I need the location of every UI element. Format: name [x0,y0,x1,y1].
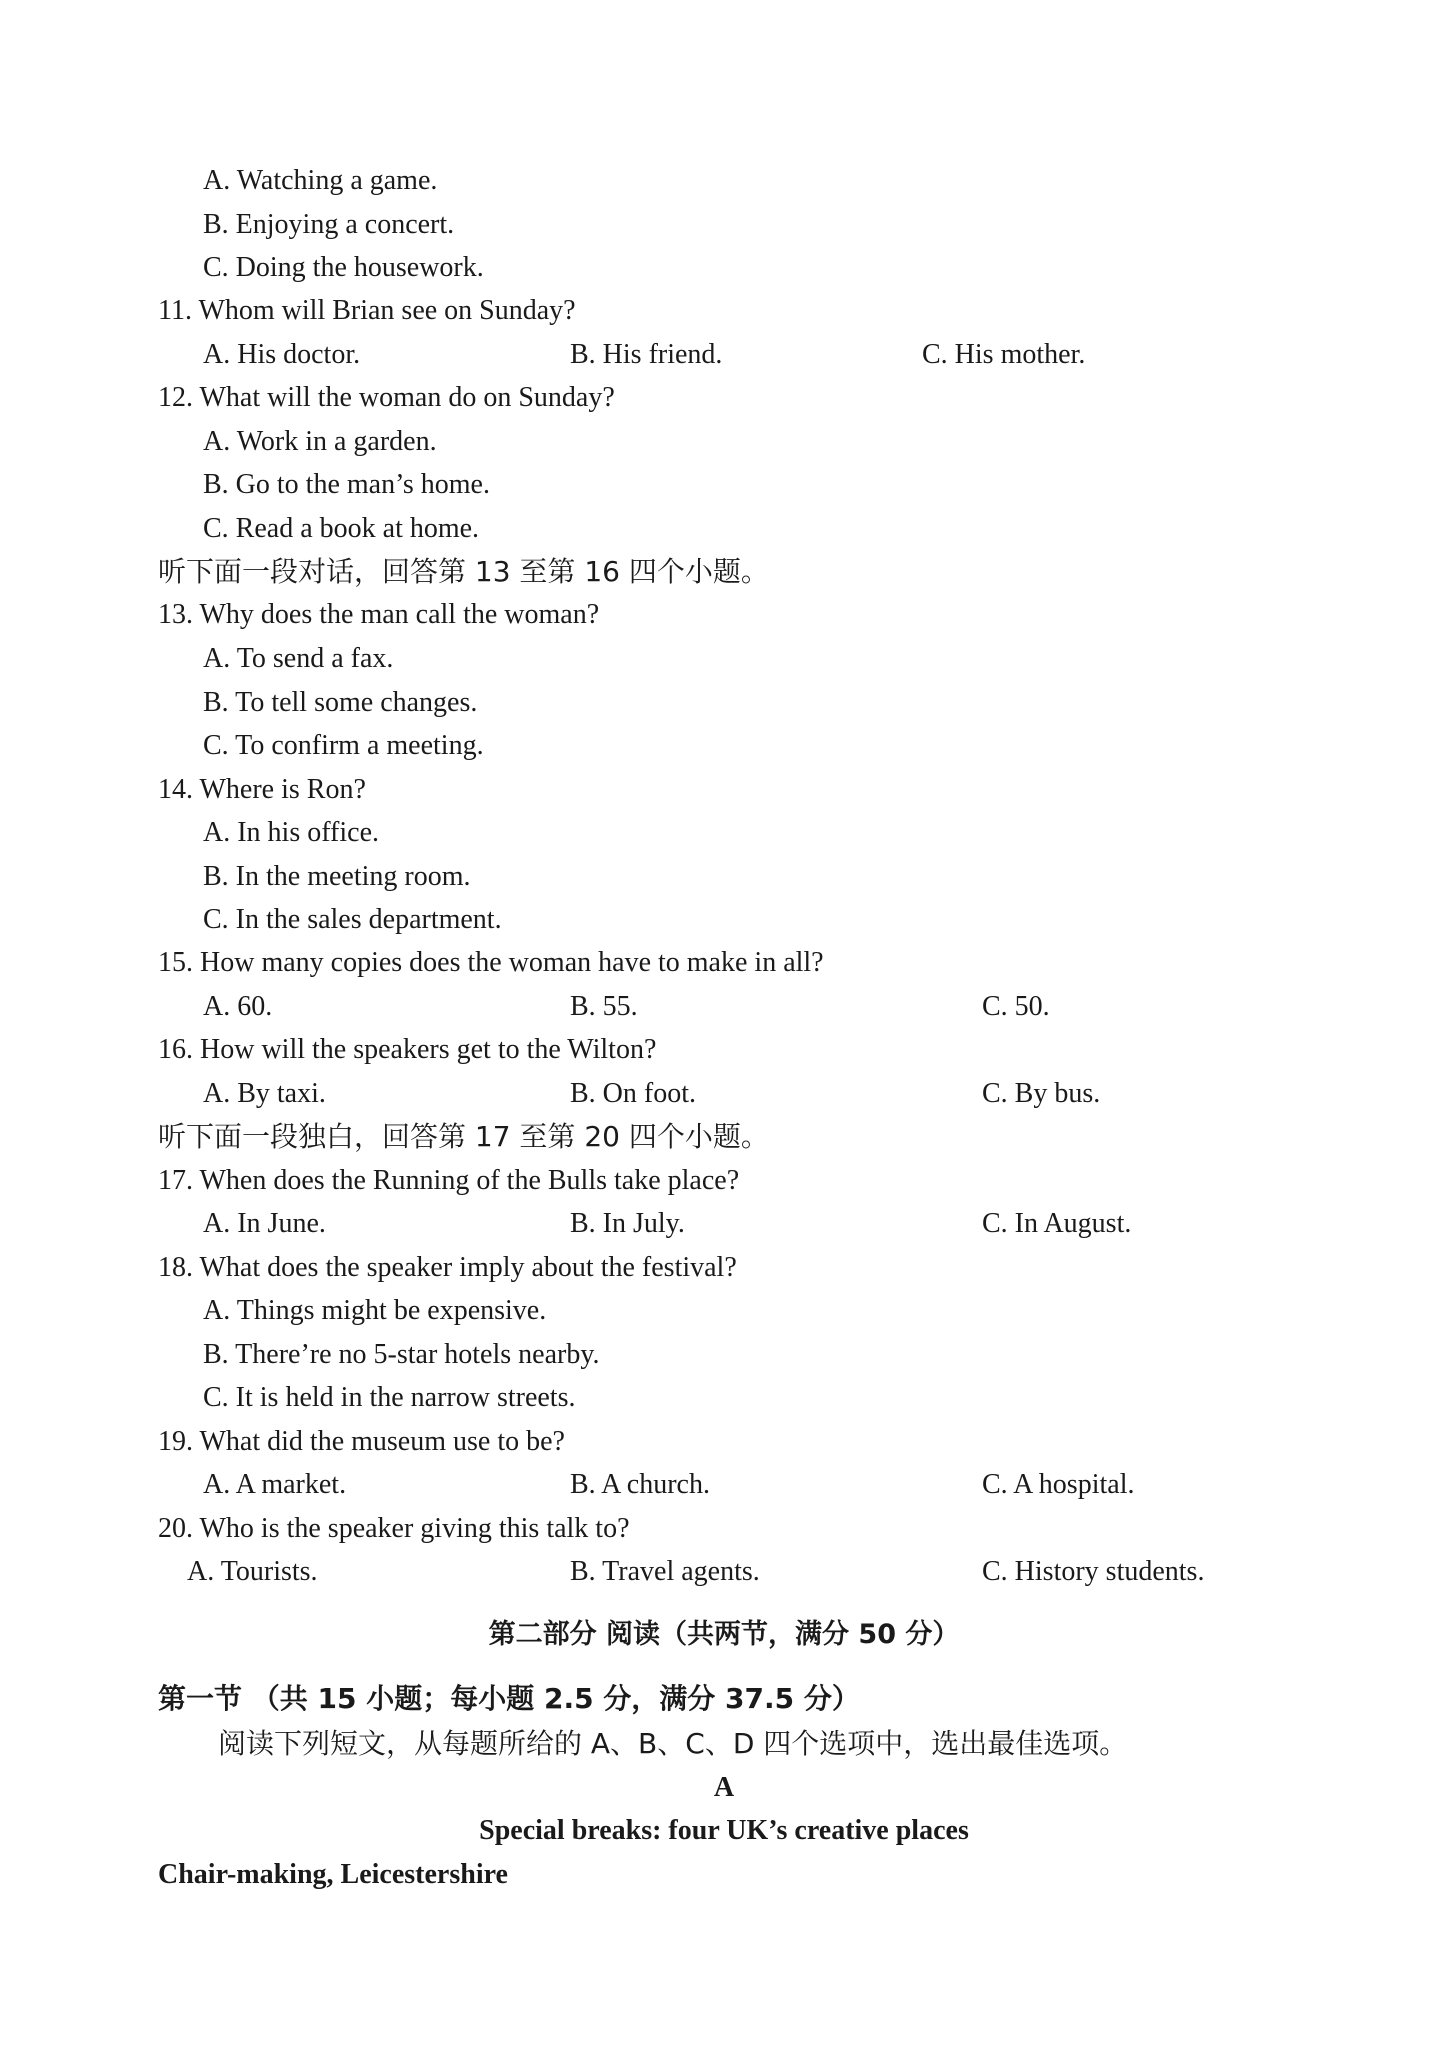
q15-option-c: C. 50. [982,991,1050,1022]
q14-option-c: C. In the sales department. [203,904,502,935]
passage-title: Special breaks: four UK’s creative places [479,1815,969,1846]
q10-option-a: A. Watching a game. [203,165,438,196]
q14-option-b: B. In the meeting room. [203,861,471,892]
q18-option-c: C. It is held in the narrow streets. [203,1382,576,1413]
q19-stem: 19. What did the museum use to be? [158,1426,565,1457]
q11-option-b: B. His friend. [570,339,723,370]
q13-option-b: B. To tell some changes. [203,687,478,718]
q15-option-a: A. 60. [203,991,273,1022]
section1-heading: 第一节 （共 15 小题；每小题 2.5 分，满分 37.5 分） [158,1682,860,1715]
q13-stem: 13. Why does the man call the woman? [158,599,600,630]
q13-option-a: A. To send a fax. [203,643,394,674]
q11-stem: 11. Whom will Brian see on Sunday? [158,295,576,326]
instruction-13-16: 听下面一段对话，回答第 13 至第 16 四个小题。 [158,555,769,588]
q17-option-b: B. In July. [570,1208,685,1239]
q10-option-c: C. Doing the housework. [203,252,484,283]
q11-option-c: C. His mother. [922,339,1086,370]
q16-stem: 16. How will the speakers get to the Wilton? [158,1034,657,1065]
q13-option-c: C. To confirm a meeting. [203,730,484,761]
q12-option-c: C. Read a book at home. [203,513,480,544]
section1-instruction: 阅读下列短文，从每题所给的 A、B、C、D 四个选项中，选出最佳选项。 [218,1727,1128,1760]
q12-stem: 12. What will the woman do on Sunday? [158,382,615,413]
q10-option-b: B. Enjoying a concert. [203,209,455,240]
q19-option-c: C. A hospital. [982,1469,1135,1500]
q17-stem: 17. When does the Running of the Bulls take place? [158,1165,740,1196]
q15-option-b: B. 55. [570,991,638,1022]
q20-option-b: B. Travel agents. [570,1556,760,1587]
passage-letter: A [713,1772,735,1803]
q20-stem: 20. Who is the speaker giving this talk to? [158,1513,630,1544]
q12-option-a: A. Work in a garden. [203,426,437,457]
q18-stem: 18. What does the speaker imply about the festival? [158,1252,737,1283]
q17-option-c: C. In August. [982,1208,1132,1239]
q17-option-a: A. In June. [203,1208,326,1239]
q16-option-c: C. By bus. [982,1078,1101,1109]
q20-option-a: A. Tourists. [187,1556,318,1587]
q14-option-a: A. In his office. [203,817,379,848]
q19-option-a: A. A market. [203,1469,347,1500]
q20-option-c: C. History students. [982,1556,1205,1587]
q16-option-b: B. On foot. [570,1078,696,1109]
q16-option-a: A. By taxi. [203,1078,326,1109]
instruction-17-20: 听下面一段独白，回答第 17 至第 20 四个小题。 [158,1120,769,1153]
passage-subheading: Chair-making, Leicestershire [158,1859,508,1890]
q15-stem: 15. How many copies does the woman have to make in all? [158,947,824,978]
q18-option-b: B. There’re no 5-star hotels nearby. [203,1339,600,1370]
q14-stem: 14. Where is Ron? [158,774,366,805]
q11-option-a: A. His doctor. [203,339,361,370]
q18-option-a: A. Things might be expensive. [203,1295,547,1326]
part2-heading: 第二部分 阅读（共两节，满分 50 分） [488,1619,960,1650]
q19-option-b: B. A church. [570,1469,710,1500]
q12-option-b: B. Go to the man’s home. [203,469,490,500]
